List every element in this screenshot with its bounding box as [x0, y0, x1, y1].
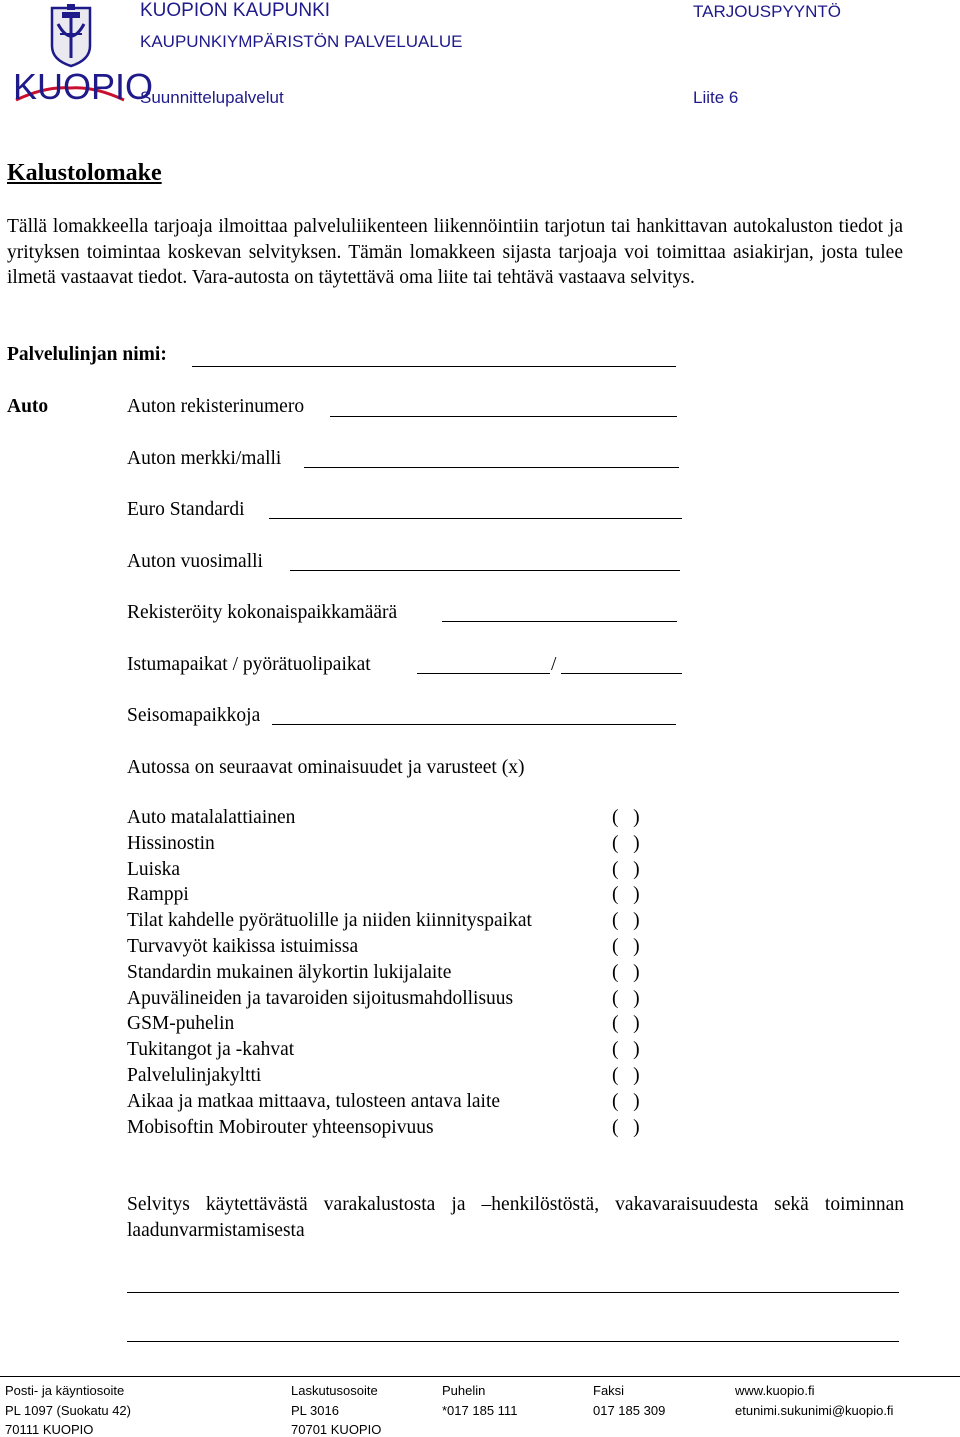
reg-label: Auton rekisterinumero — [127, 396, 305, 417]
make-label: Auton merkki/malli — [127, 448, 282, 469]
footer-address-line1: PL 1097 (Suokatu 42) — [5, 1403, 131, 1418]
seats-label: Istumapaikat / pyörätuolipaikat — [127, 654, 371, 675]
logo-wordmark: KUOPIO — [13, 66, 154, 107]
footer-billing-heading: Laskutusosoite — [291, 1383, 378, 1398]
features-intro: Autossa on seuraavat ominaisuudet ja varusteet (x) — [127, 757, 525, 778]
footer-divider — [0, 1376, 960, 1377]
feature-checkbox[interactable]: ( ) — [612, 1013, 640, 1035]
euro-field[interactable] — [269, 518, 682, 519]
euro-label: Euro Standardi — [127, 499, 245, 520]
feature-checkbox[interactable]: ( ) — [612, 961, 640, 983]
feature-checkbox[interactable]: ( ) — [612, 832, 640, 854]
feature-row — [127, 1039, 647, 1064]
capacity-field[interactable] — [442, 621, 677, 622]
header-doc-type: TARJOUSPYYNTÖ — [693, 2, 841, 21]
feature-row — [127, 1065, 647, 1090]
footer-fax-number: 017 185 309 — [593, 1403, 666, 1418]
standing-field[interactable] — [272, 724, 676, 725]
feature-label: Mobisoftin Mobirouter yhteensopivuus — [127, 1116, 434, 1138]
feature-row — [127, 1013, 647, 1038]
feature-checkbox[interactable]: ( ) — [612, 1039, 640, 1061]
wheelchair-field[interactable] — [561, 673, 682, 674]
section-label-auto: Auto — [7, 396, 49, 417]
feature-row — [127, 936, 647, 961]
selvitys-paragraph: Selvitys käytettävästä varakalustosta ja –henkilöstöstä, vakavaraisuudesta sekä toiminnan laadunvarmistamisesta — [127, 1194, 904, 1241]
header-attachment: Liite 6 — [693, 88, 739, 107]
feature-checkbox[interactable]: ( ) — [612, 936, 640, 957]
feature-label: Palvelulinjakyltti — [127, 1065, 262, 1086]
feature-row — [127, 884, 647, 909]
feature-label: Ramppi — [127, 884, 189, 906]
footer-website-link[interactable]: www.kuopio.fi — [735, 1383, 815, 1398]
seats-slash: / — [551, 654, 557, 675]
feature-row — [127, 833, 647, 858]
feature-checkbox[interactable]: ( ) — [612, 987, 640, 1009]
footer-address-line2: 70111 KUOPIO — [5, 1422, 94, 1437]
feature-label: Luiska — [127, 858, 181, 880]
header-city: KUOPION KAUPUNKI — [140, 0, 331, 21]
footer-address-heading: Posti- ja käyntiosoite — [5, 1383, 125, 1398]
capacity-label: Rekisteröity kokonaispaikkamäärä — [127, 602, 398, 623]
feature-checkbox[interactable]: ( ) — [612, 807, 640, 828]
footer-billing-line2: 70701 KUOPIO — [291, 1422, 382, 1437]
line-name-field[interactable] — [192, 366, 676, 367]
feature-label: GSM-puhelin — [127, 1013, 235, 1035]
footer-email-link[interactable]: etunimi.sukunimi@kuopio.fi — [735, 1403, 894, 1418]
feature-checkbox[interactable]: ( ) — [612, 1090, 640, 1112]
feature-row — [127, 988, 647, 1013]
feature-row — [127, 807, 647, 832]
intro-paragraph: Tällä lomakkeella tarjoaja ilmoittaa palveluliikenteen liikennöintiin tarjotun tai hankittavan autokaluston tiedot ja yrityksen toimintaa koskevan selvityksen. Tämän lomakkeen sijasta tarjoaja voi toimittaa asiakirjan, josta tulee ilmetä vastaavat tiedot. Vara-autosta on täytettävä oma liite tai tehtävä vastaava selvitys. — [7, 216, 903, 288]
feature-label: Aikaa ja matkaa mittaava, tulosteen antava laite — [127, 1090, 501, 1112]
feature-row — [127, 859, 647, 884]
feature-label: Turvavyöt kaikissa istuimissa — [127, 936, 359, 957]
feature-row — [127, 910, 647, 935]
kuopio-logo — [10, 2, 154, 117]
feature-checkbox[interactable]: ( ) — [612, 858, 640, 880]
feature-label: Tukitangot ja -kahvat — [127, 1039, 295, 1061]
make-field[interactable] — [304, 467, 679, 468]
reg-field[interactable] — [330, 416, 677, 417]
feature-label: Auto matalalattiainen — [127, 807, 296, 828]
footer-fax-heading: Faksi — [593, 1383, 625, 1398]
feature-label: Standardin mukainen älykortin lukijalaite — [127, 961, 452, 983]
feature-row — [127, 1117, 647, 1142]
feature-row — [127, 962, 647, 987]
feature-label: Apuvälineiden ja tavaroiden sijoitusmahdollisuus — [127, 987, 514, 1009]
line-name-label: Palvelulinjan nimi: — [7, 344, 167, 365]
feature-row — [127, 1091, 647, 1116]
footer-phone-number: *017 185 111 — [442, 1403, 518, 1418]
header-unit: Suunnittelupalvelut — [140, 88, 284, 107]
feature-checkbox[interactable]: ( ) — [612, 910, 640, 932]
feature-label: Hissinostin — [127, 832, 215, 854]
footer-billing-line1: PL 3016 — [291, 1403, 339, 1418]
feature-label: Tilat kahdelle pyörätuolille ja niiden kiinnityspaikat — [127, 910, 532, 932]
footer-phone-heading: Puhelin — [442, 1383, 486, 1398]
feature-checkbox[interactable]: ( ) — [612, 1065, 640, 1086]
selvitys-answer-line-1[interactable] — [127, 1292, 899, 1293]
year-field[interactable] — [290, 570, 680, 571]
feature-checkbox[interactable]: ( ) — [612, 1116, 640, 1138]
page-title: Kalustolomake — [7, 160, 162, 186]
standing-label: Seisomapaikkoja — [127, 705, 261, 726]
selvitys-answer-line-2[interactable] — [127, 1341, 899, 1342]
feature-checkbox[interactable]: ( ) — [612, 884, 640, 906]
year-label: Auton vuosimalli — [127, 551, 263, 572]
header-department: KAUPUNKIYMPÄRISTÖN PALVELUALUE — [140, 32, 463, 51]
seats-field[interactable] — [417, 673, 550, 674]
